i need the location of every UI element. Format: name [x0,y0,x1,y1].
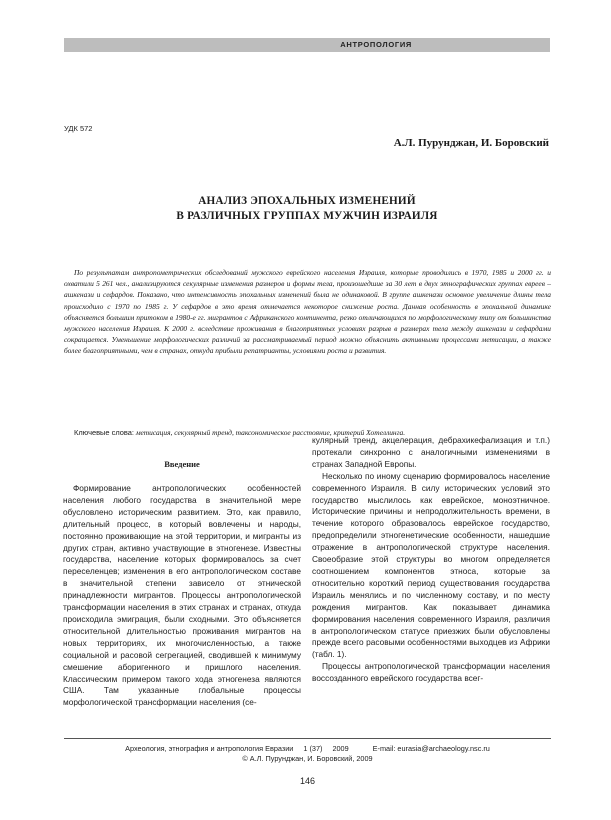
title-line-1: АНАЛИЗ ЭПОХАЛЬНЫХ ИЗМЕНЕНИЙ [198,195,416,207]
paragraph: Процессы антропологической трансформации населения воссозданного еврейского государства всег- [312,661,550,684]
article-title [64,194,550,223]
title-line-2: В РАЗЛИЧНЫХ ГРУППАХ МУЖЧИН ИЗРАИЛЯ [176,209,438,222]
paragraph: Несколько по иному сценарию формировалось население современного Израиля. В силу исторических условий это государство мыслилось как еврейское, моноэтничное. Исторические причины и непродолжительность времени, в течение которого образовалось еврейское государство, предопределили этногенетические особенности, нашедшие отражение в антропологической структуре населения. Своеобразие этой структуры во многом определяется соотношением компонентов этноса, которые за относительно короткий период существования государства Израиль менялись и по численному составу, и по месту рождения мигрантов. Как показывает динамика формирования населения современного Израиля, различия в антропологическом статусе приезжих были обусловлены прежде всего расовыми особенностями выходцев из Африки (табл. 1). [312,470,550,660]
journal-year: 2009 [332,744,349,753]
paragraph: кулярный тренд, акцелерация, дебрахикефализация и т.п.) протекали синхронно с аналогичными изменениями в странах Западной Европы. [312,435,550,469]
page-number: 146 [299,776,316,786]
left-column [63,435,301,709]
keywords-value: метисация, секулярный тренд, таксономическое расстояние, критерий Хотеллинга. [135,428,406,437]
abstract: По результатам антропометрических обследований мужского еврейского населения Израиля, которые проводились в 1970, 1985 и 2000 гг. и охватили 5 261 чел., анализируются секулярные изменения размеров и формы тела, произошедшие за 30 лет в двух этнографических группах евреев – ашкенази и сефардов. Показано, что интенсивность эпохальных изменений была не одинаковой. В группе ашкенази основное увеличение длины тела происходило с 1970 по 1985 г. У сефардов в это время отмечается некоторое снижение роста. Данная особенность в эпохальной динамике объясняется большим притоком в 1980-е гг. мигрантов с Африканского континента, резко отличающихся по морфологическому типу от большинства мужского населения Израиля. К 2000 г. вследствие проживания в благоприятных условиях разрыв в размерах тела между ашкенази и сефардами сокращается. Уменьшение морфологических различий за рассматриваемый период можно объяснить активными процессами метисации, а также более благоприятными, чем в странах, откуда прибыли репатрианты, условиями роста и развития. [64,268,551,356]
section-title: АНТРОПОЛОГИЯ [340,40,412,49]
section-header-band [64,38,550,52]
journal-email: E-mail: eurasia@archaeology.nsc.ru [372,744,490,753]
copyright: © А.Л. Пурунджан, И. Боровский, 2009 [242,754,373,763]
section-heading-introduction: Введение [164,459,200,469]
authors: А.Л. Пурунджан, И. Боровский [393,137,549,149]
journal-name: Археология, этнография и антропология Евразии [125,744,294,753]
udk-code: УДК 572 [64,124,93,133]
paragraph: Формирование антропологических особенностей населения любого государства в значительной мере обусловлено историческим развитием. Это, как правило, длительный процесс, в который вовлечены и народы, постоянно проживающие на этой территории, и мигранты из других стран, активно участвующие в этногенезе. Известны государства, население которых формировалось за счет переселенцев; изменения в его антропологическом составе в значительной степени зависело от этнической принадлежности мигрантов. Процессы антропологической трансформации населения в этих странах и странах, откуда происходила эмиграция, были сходными. Это объясняется относительной длительностью проживания мигрантов на новых территориях, их многочисленностью, а также социальной и расовой сегрегацией, сводившей к минимуму смешение аборигенного и пришлого населения. Классическим примером такого хода этногенеза являются США. Там указанные глобальные процессы морфологической трансформации населения (се- [63,483,301,708]
footer-journal-line [64,744,551,753]
keywords-label: Ключевые слова: [74,428,134,437]
journal-issue: 1 (37) [303,744,323,753]
right-column [312,435,550,685]
footer-divider [64,738,551,739]
